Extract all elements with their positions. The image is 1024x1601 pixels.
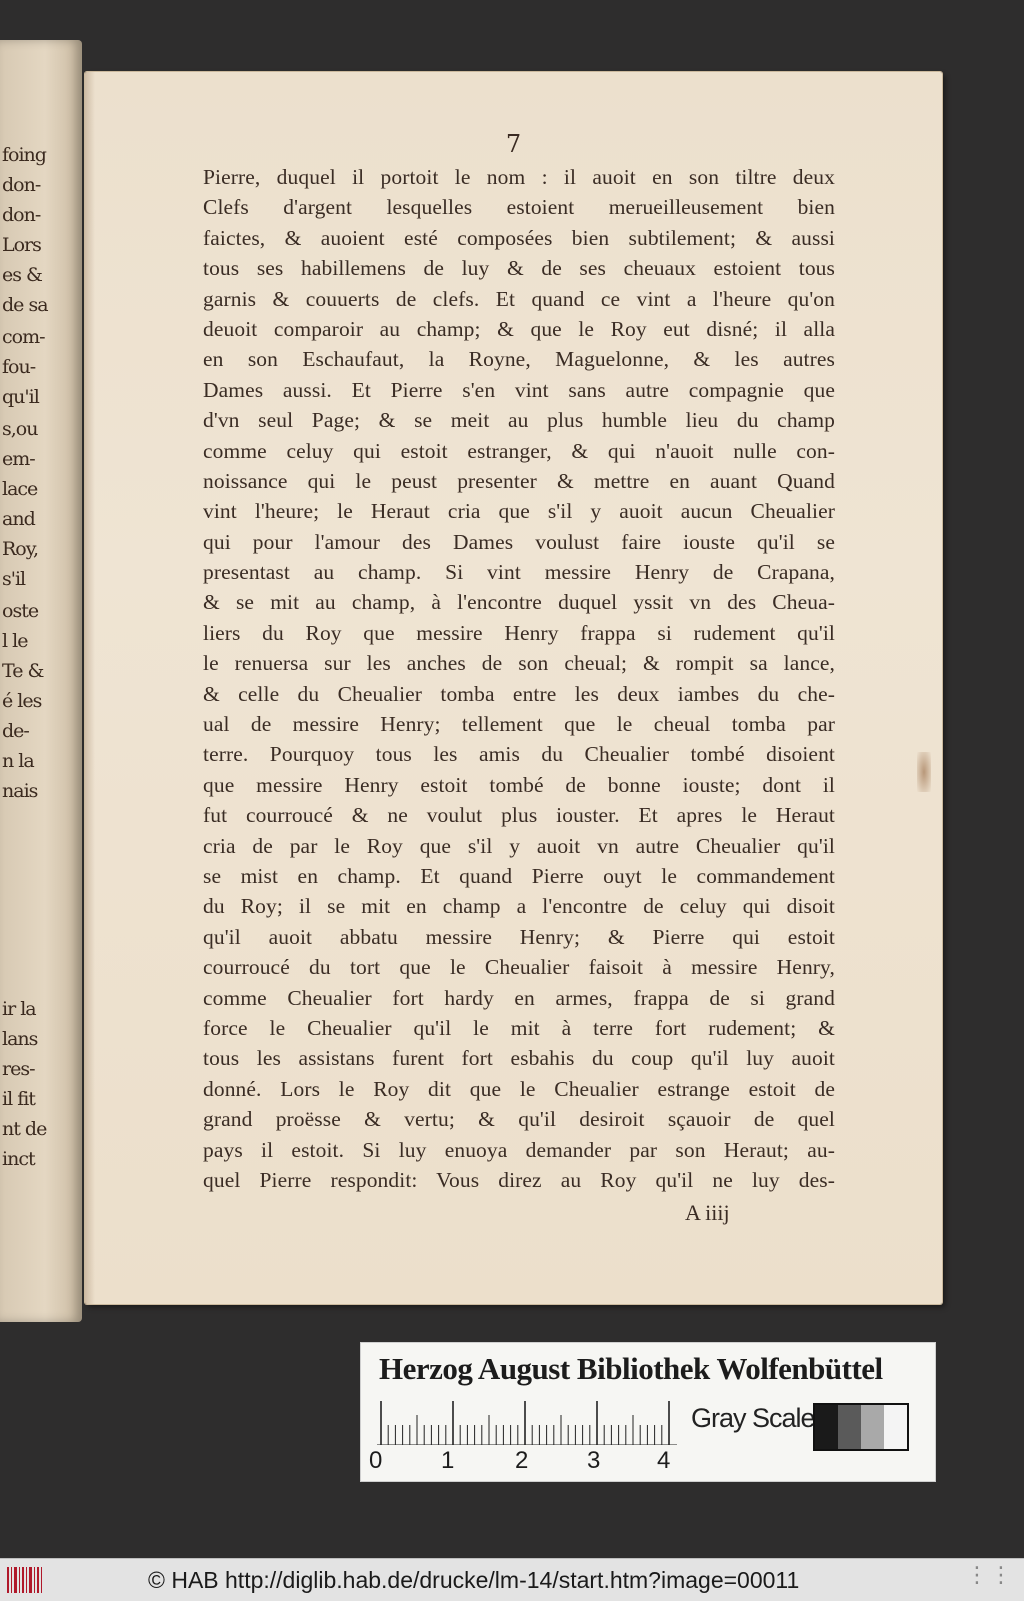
text-line: comme Cheualier fort hardy en armes, frappa de si grand <box>203 985 835 1010</box>
left-page-text: Lors <box>2 234 41 256</box>
text-line: garnis & couuerts de clefs. Et quand ce vint a l'heure qu'on <box>203 286 835 311</box>
text-line: comme celuy qui estoit estranger, & qui n'auoit nulle con- <box>203 438 835 463</box>
gray-scale-swatches <box>813 1403 909 1451</box>
left-page-text: ir la <box>2 998 36 1020</box>
left-page-text: s,ou <box>2 418 38 440</box>
left-page-text: res- <box>2 1058 35 1080</box>
gray-scale-label: Gray Scale <box>691 1403 815 1433</box>
left-page-text: com- <box>2 326 45 348</box>
left-page-text: nt de <box>2 1118 47 1140</box>
gray-swatch <box>838 1405 861 1449</box>
gray-swatch <box>884 1405 907 1449</box>
text-line: grand proësse & vertu; & qu'il desiroit sçauoir de quel <box>203 1107 835 1132</box>
ruler-label: 0 <box>369 1447 383 1474</box>
text-line: deuoit comparoir au champ; & que le Roy eut disné; il alla <box>203 316 835 341</box>
left-page-text: foing <box>2 144 46 166</box>
text-line: le renuersa sur les anches de son cheual; & rompit sa lance, <box>203 651 835 676</box>
text-line: terre. Pourquoy tous les amis du Cheualier tombé disoient <box>203 742 835 767</box>
page-gutter-shadow <box>85 72 95 1304</box>
left-page-text: de sa <box>2 294 48 316</box>
left-page-text: Roy, <box>2 538 38 560</box>
footer-bar <box>0 1558 1024 1601</box>
text-line: Clefs d'argent lesquelles estoient merueilleusement bien <box>203 195 835 220</box>
text-line: ual de messire Henry; tellement que le cheual tomba par <box>203 712 835 737</box>
signature-mark: A iiij <box>685 1200 730 1225</box>
left-page-text: don- <box>2 174 41 196</box>
text-line: Dames aussi. Et Pierre s'en vint sans autre compagnie que <box>203 377 835 402</box>
text-line: se mist en champ. Et quand Pierre ouyt le commandement <box>203 863 835 888</box>
left-page-text: é les <box>2 690 42 712</box>
text-line: courroucé du tort que le Cheualier faisoit à messire Henry, <box>203 955 835 980</box>
library-name: Herzog August Bibliothek Wolfenbüttel <box>379 1351 883 1386</box>
library-color-card <box>360 1342 936 1482</box>
ruler-label: 4 <box>657 1447 671 1474</box>
ruler-label: 2 <box>515 1447 529 1474</box>
left-page-text: s'il <box>2 568 26 590</box>
paper-stain <box>917 752 931 792</box>
gray-swatch <box>815 1405 838 1449</box>
left-page-text: don- <box>2 204 41 226</box>
text-line: vint l'heure; le Heraut cria que s'il y auoit aucun Cheualier <box>203 499 835 524</box>
ruler-labels <box>369 1447 689 1475</box>
left-page-text: inct <box>2 1148 35 1170</box>
left-page-text: l le <box>2 630 28 652</box>
text-line: & se mit au champ, à l'encontre duquel yssit vn des Cheua- <box>203 590 835 615</box>
text-line: d'vn seul Page; & se meit au plus humble lieu du champ <box>203 408 835 433</box>
barcode-icon <box>6 1565 46 1595</box>
page-text-block <box>203 162 835 1195</box>
text-line: qui pour l'amour des Dames voulust faire iouste qu'il se <box>203 529 835 554</box>
left-page-text: em- <box>2 448 35 470</box>
scale-ruler <box>377 1401 677 1445</box>
text-line: fut courroucé & ne voulut plus iouster. Et apres le Heraut <box>203 803 835 828</box>
page-number: 7 <box>505 130 522 158</box>
footer-source-link[interactable]: © HAB http://diglib.hab.de/drucke/lm-14/start.htm?image=00011 <box>148 1567 800 1593</box>
gray-swatch <box>861 1405 884 1449</box>
left-page-fragment <box>0 40 82 1322</box>
text-line: quel Pierre respondit: Vous direz au Roy qu'il ne luy des- <box>203 1167 835 1192</box>
text-line: pays il estoit. Si luy enuoya demander par son Heraut; au- <box>203 1137 835 1162</box>
text-line: que messire Henry estoit tombé de bonne iouste; dont il <box>203 772 835 797</box>
text-line: presentast au champ. Si vint messire Henry de Crapana, <box>203 560 835 585</box>
text-line: noissance qui le peust presenter & mettre en auant Quand <box>203 468 835 493</box>
left-page-text: de- <box>2 720 29 742</box>
left-page-text: nais <box>2 780 38 802</box>
left-page-text: fou- <box>2 356 36 378</box>
text-line: force le Cheualier qu'il le mit à terre fort rudement; & <box>203 1015 835 1040</box>
left-page-text: oste <box>2 600 39 622</box>
left-page-text: lace <box>2 478 38 500</box>
left-page-text: qu'il <box>2 386 39 408</box>
left-page-text: n la <box>2 750 34 772</box>
text-line: cria de par le Roy que s'il y auoit vn autre Cheualier qu'il <box>203 833 835 858</box>
text-line: qu'il auoit abbatu messire Henry; & Pierre qui estoit <box>203 924 835 949</box>
left-page-text: il fit <box>2 1088 35 1110</box>
text-line: liers du Roy que messire Henry frappa si rudement qu'il <box>203 620 835 645</box>
text-line: faictes, & auoient esté composées bien subtilement; & aussi <box>203 225 835 250</box>
ruler-label: 3 <box>587 1447 601 1474</box>
left-page-text: lans <box>2 1028 38 1050</box>
text-line: donné. Lors le Roy dit que le Cheualier estrange estoit de <box>203 1076 835 1101</box>
text-line: tous ses habillemens de luy & de ses cheuaux estoient tous <box>203 256 835 281</box>
text-line: du Roy; il se mit en champ a l'encontre de celuy qui disoit <box>203 894 835 919</box>
left-page-text: and <box>2 508 35 530</box>
text-line: en son Eschaufaut, la Royne, Maguelonne, & les autres <box>203 347 835 372</box>
text-line: & celle du Cheualier tomba entre les deux iambes du che- <box>203 681 835 706</box>
ruler-label: 1 <box>441 1447 455 1474</box>
text-line: Pierre, duquel il portoit le nom : il auoit en son tiltre deux <box>203 165 835 189</box>
more-options-icon[interactable]: ⋮⋮ <box>966 1563 1014 1588</box>
left-page-text: Te & <box>2 660 44 682</box>
text-line: tous les assistans furent fort esbahis du coup qu'il luy auoit <box>203 1046 835 1071</box>
book-page <box>85 72 942 1304</box>
left-page-text: es & <box>2 264 42 286</box>
